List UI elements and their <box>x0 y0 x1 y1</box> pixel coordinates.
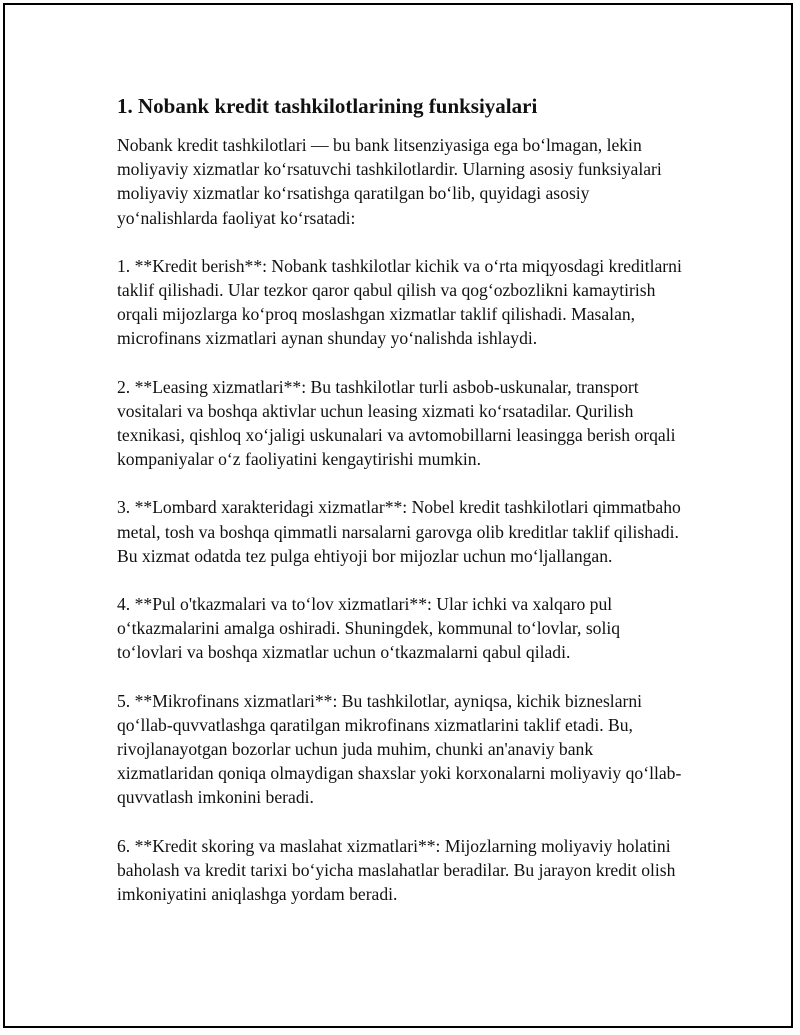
list-item-leasing: 2. **Leasing xizmatlari**: Bu tashkilotlar turli asbob-uskunalar, transport vositalari va boshqa aktivlar uchun leasing xizmati ko‘rsatadilar. Qurilish texnikasi, qishloq xo‘jaligi uskunalari va avtomobillarni leasingga berish orqali kompaniyalar o‘z faoliyatini kengaytirishi mumkin. <box>117 376 676 470</box>
list-item-credit: 1. **Kredit berish**: Nobank tashkilotlar kichik va o‘rta miqyosdagi kreditlarni taklif qilishadi. Ular tezkor qaror qabul qilish va qog‘ozbozlikni kamaytirish orqali mijozlarga ko‘proq moslashgan xizmatlar taklif qilishadi. Masalan, microfinans xizmatlari aynan shunday yo‘nalishda ishlaydi. <box>117 255 682 349</box>
list-item-transfers: 4. **Pul o'tkazmalari va to‘lov xizmatlari**: Ular ichki va xalqaro pul o‘tkazmalarini amalga oshiradi. Shuningdek, kommunal to‘lovlar, soliq to‘lovlari va boshqa xizmatlar uchun o‘tkazmalarni qabul qiladi. <box>117 594 621 663</box>
document-body <box>117 92 687 930</box>
list-item-microfinance: 5. **Mikrofinans xizmatlari**: Bu tashkilotlar, ayniqsa, kichik bizneslarni qo‘llab-quvvatlashga qaratilgan mikrofinans xizmatlarini taklif etadi. Bu, rivojlanayotgan bozorlar uchun juda muhim, chunki an'anaviy bank xizmatlaridan qoniqa olmaydigan shaxslar yoki korxonalarni moliyaviy qo‘llab-quvvatlash imkonini beradi. <box>117 690 682 808</box>
list-item-scoring: 6. **Kredit skoring va maslahat xizmatlari**: Mijozlarning moliyaviy holatini baholash va kredit tarixi bo‘yicha maslahatlar beradilar. Bu jarayon kredit olish imkoniyatini aniqlashga yordam beradi. <box>117 835 676 905</box>
document-title: 1. Nobank kredit tashkilotlarining funksiyalari <box>117 94 538 118</box>
intro-paragraph: Nobank kredit tashkilotlari — bu bank litsenziyasiga ega bo‘lmagan, lekin moliyaviy xizmatlar ko‘rsatuvchi tashkilotlardir. Ularning asosiy funksiyalari moliyaviy xizmatlar ko‘rsatishga qaratilgan bo‘lib, quyidagi asosiy yo‘nalishlarda faoliyat ko‘rsatadi: <box>117 135 662 228</box>
list-item-lombard: 3. **Lombard xarakteridagi xizmatlar**: Nobel kredit tashkilotlari qimmatbaho metal, tosh va boshqa qimmatli narsalarni garovga olib kreditlar taklif qilishadi. Bu xizmat odatda tez pulga ehtiyoji bor mijozlar uchun mo‘ljallangan. <box>117 497 681 566</box>
